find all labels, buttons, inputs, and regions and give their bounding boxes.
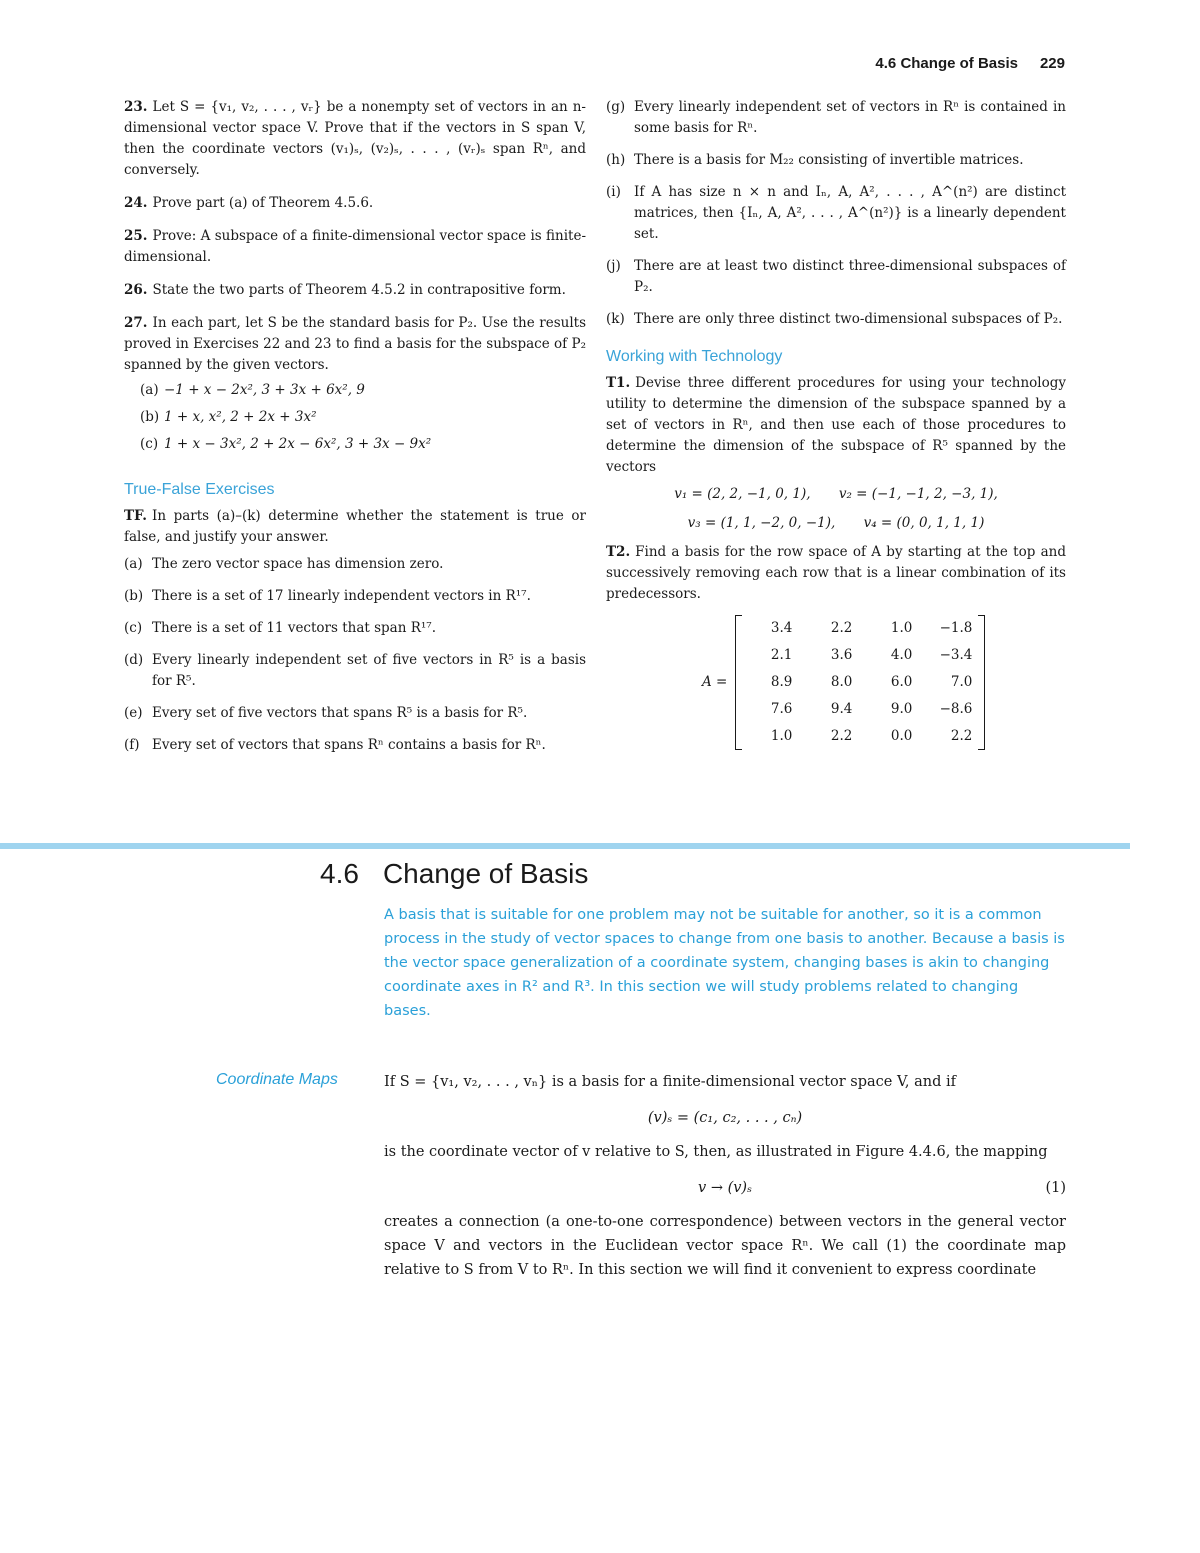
exercise-25: 25. Prove: A subspace of a finite-dimensional vector space is finite-dimensional. (124, 228, 586, 265)
page-number: 229 (1039, 55, 1065, 72)
matrix-row: 1.0 2.2 0.0 2.2 (770, 728, 973, 744)
margin-heading: Coordinate Maps (216, 1071, 338, 1088)
equation-number: (1) (1045, 1180, 1066, 1196)
vector-v1: v₁ = (2, 2, −1, 0, 1), (674, 486, 811, 502)
equation-coordinates: (v)ₛ = (c₁, c₂, . . . , cₙ) (647, 1110, 803, 1126)
exercise-24: 24. Prove part (a) of Theorem 4.5.6. (124, 195, 374, 211)
section-title (320, 858, 588, 890)
matrix-a (702, 615, 1066, 750)
exercise-26: 26. State the two parts of Theorem 4.5.2 in contrapositive form. (124, 282, 566, 298)
matrix-brackets (735, 615, 985, 750)
tf-item: (a) The zero vector space has dimension zero. (124, 556, 444, 572)
section-divider (0, 843, 1130, 849)
matrix-row: 7.6 9.4 9.0 −8.6 (770, 701, 973, 717)
equation-map-expression: v → (v)ₛ (698, 1180, 752, 1196)
running-head (875, 55, 1065, 72)
matrix-row: 8.9 8.0 6.0 7.0 (770, 674, 973, 690)
left-column (124, 97, 586, 767)
tf-item: (d) Every linearly independent set of five vectors in R⁵ is a basis for R⁵. (124, 652, 586, 689)
matrix-table (740, 615, 980, 750)
tf-item: (h) There is a basis for M₂₂ consisting of invertible matrices. (606, 152, 1024, 168)
t1-vectors (606, 484, 1066, 534)
body-text (384, 1070, 1066, 1282)
tf-item: (j) There are at least two distinct three-dimensional subspaces of P₂. (606, 258, 1066, 295)
tf-item: (c) There is a set of 11 vectors that span R¹⁷. (124, 620, 436, 636)
exercise-27-part: (a) −1 + x − 2x², 3 + 3x + 6x², 9 (140, 382, 365, 398)
matrix-label: A = (702, 674, 728, 690)
exercise-27: 27. In each part, let S be the standard basis for P₂. Use the results proved in Exercises 22 and 23 to find a basis for the subspace of P₂ spanned by the given vectors. (124, 315, 586, 373)
right-column (606, 97, 1066, 750)
tf-intro: TF. In parts (a)–(k) determine whether the statement is true or false, and justify your answer. (124, 508, 586, 545)
tf-item: (k) There are only three distinct two-dimensional subspaces of P₂. (606, 311, 1063, 327)
tf-item: (e) Every set of five vectors that spans R⁵ is a basis for R⁵. (124, 705, 528, 721)
technology-heading: Working with Technology (606, 348, 783, 365)
equation-map (384, 1176, 1066, 1200)
matrix-row: 3.4 2.2 1.0 −1.8 (770, 620, 973, 636)
tf-item: (i) If A has size n × n and Iₙ, A, A², . . . , A^(n²) are distinct matrices, then {Iₙ, A, A², . . . , A^(n²)} is a linearly dependent set. (606, 184, 1066, 242)
true-false-heading: True-False Exercises (124, 481, 275, 498)
paragraph: is the coordinate vector of v relative to S, then, as illustrated in Figure 4.4.6, the mapping (384, 1144, 1048, 1160)
exercise-t2: T2. Find a basis for the row space of A by starting at the top and successively removing each row that is a linear combination of its predecessors. (606, 544, 1066, 602)
section-title-text: Change of Basis (382, 858, 589, 889)
tf-item: (f) Every set of vectors that spans Rⁿ contains a basis for Rⁿ. (124, 737, 546, 753)
paragraph: If S = {v₁, v₂, . . . , vₙ} is a basis for a finite-dimensional vector space V, and if (384, 1074, 957, 1090)
exercise-27-part: (c) 1 + x − 3x², 2 + 2x − 6x², 3 + 3x − 9x² (140, 436, 432, 452)
running-head-section: 4.6 Change of Basis (875, 55, 1018, 72)
section-intro: A basis that is suitable for one problem may not be suitable for another, so it is a common process in the study of vector spaces to change from one basis to another. Because a basis is the vector space generalization of a coordinate system, changing bases is akin to changing coordinate axes in R² and R³. In this section we will study problems related to changing bases. (384, 907, 1065, 1019)
vector-v3: v₃ = (1, 1, −2, 0, −1), (687, 515, 836, 531)
exercise-t1: T1. Devise three different procedures for using your technology utility to determine the dimension of the subspace spanned by a set of vectors in Rⁿ, and then use each of those procedures to determine the dimension of the subspace of R⁵ spanned by the vectors (606, 375, 1066, 475)
paragraph: creates a connection (a one-to-one correspondence) between vectors in the general vector space V and vectors in the Euclidean vector space Rⁿ. We call (1) the coordinate map relative to S from V to Rⁿ. In this section we will find it convenient to express coordinate (384, 1214, 1066, 1278)
tf-item: (b) There is a set of 17 linearly independent vectors in R¹⁷. (124, 588, 531, 604)
vector-v4: v₄ = (0, 0, 1, 1, 1) (863, 515, 985, 531)
section-number: 4.6 (320, 858, 359, 889)
exercise-27-part: (b) 1 + x, x², 2 + 2x + 3x² (140, 409, 317, 425)
exercise-23: 23. Let S = {v₁, v₂, . . . , vᵣ} be a nonempty set of vectors in an n-dimensional vector space V. Prove that if the vectors in S span V, then the coordinate vectors (v₁)ₛ, (v₂)ₛ, . . . , (vᵣ)ₛ span Rⁿ, and conversely. (124, 99, 586, 178)
tf-item: (g) Every linearly independent set of vectors in Rⁿ is contained in some basis for Rⁿ. (606, 99, 1066, 136)
vector-v2: v₂ = (−1, −1, 2, −3, 1), (838, 486, 998, 502)
matrix-row: 2.1 3.6 4.0 −3.4 (770, 647, 973, 663)
